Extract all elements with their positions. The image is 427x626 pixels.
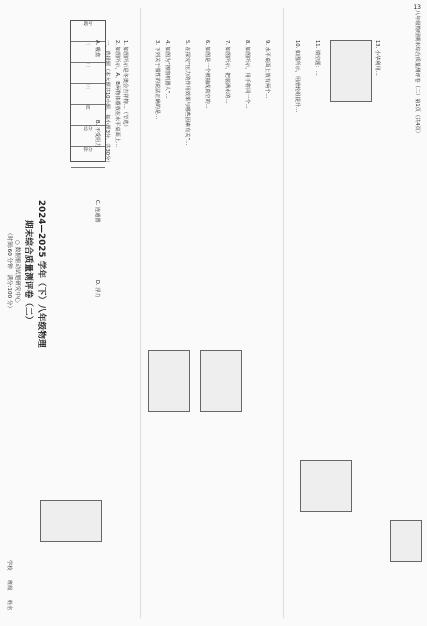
footer-class: 班级: [6, 580, 12, 591]
exam-title-line2: 期末综合质量测评卷（二）: [23, 220, 33, 325]
answer-d: D. 浮力: [94, 280, 100, 298]
figure-pulley: [300, 460, 352, 512]
side-note: 八年级物理期末综合质量测评卷（二）第1页（共4页）: [414, 10, 420, 136]
time-score: （时间:60 分钟 满分:100 分）: [6, 230, 12, 312]
answer-a: A. 吸盘: [94, 40, 100, 58]
footer-name: 姓名: [6, 600, 12, 611]
question-9: 9. 水平桌面上放有两个…: [264, 40, 270, 99]
score-cell: 三: [71, 84, 105, 105]
question-6: 6. 如图是一个被抽成真空的…: [204, 40, 210, 109]
question-8: 8. 如图所示，用手将同一个…: [244, 40, 250, 109]
score-table: [70, 20, 106, 162]
answer-b: B. 不受阻力: [94, 120, 100, 148]
score-cell: 总分: [71, 126, 105, 147]
figure-skater-image: [40, 500, 102, 542]
question-13: 13. 小华利用…: [374, 40, 380, 76]
exam-title-line1: 2024—2025 学年（下）八年级物理: [36, 200, 46, 348]
question-11: 11. 填空题：…: [314, 40, 320, 76]
section-heading: 一、选择题（本大题共10小题，每小题3分，共30分）: [104, 40, 110, 166]
question-5: 5. 在探究“压力的作用效果与哪些因素有关”…: [184, 40, 190, 146]
column-divider: [283, 8, 284, 618]
figure-machine: [390, 520, 422, 562]
question-4: 4. 如图为“擦窗机器人”…: [164, 40, 170, 99]
score-cell: 题号: [71, 21, 105, 42]
figure-balance: [200, 350, 242, 412]
score-cell: 一: [71, 42, 105, 63]
page-number: 13: [413, 4, 421, 11]
figure-u-tube: [148, 350, 190, 412]
exam-subtitle: ○ 数据驱动试题研究中心: [14, 240, 20, 303]
question-1: 1. 如图所示是冬奥会吉祥物…（节选）: [122, 40, 128, 130]
question-10: 10. 如图所示，用滑轮组提升…: [294, 40, 300, 113]
score-cell: 二: [71, 63, 105, 84]
question-3: 3. 下列关于惯性的说法正确的是…: [154, 40, 160, 120]
score-cell: 四: [71, 105, 105, 126]
answer-c: C. 连通器: [94, 200, 100, 223]
question-7: 7. 如图所示，把装满水的…: [224, 40, 230, 104]
footer-school: 学校: [6, 560, 12, 571]
column-divider: [140, 8, 141, 618]
score-cell: 得分: [71, 147, 105, 168]
figure-spring: [330, 40, 372, 102]
question-2: 2. 如图所示，A、B两物体叠放在水平桌面上…: [114, 40, 120, 148]
